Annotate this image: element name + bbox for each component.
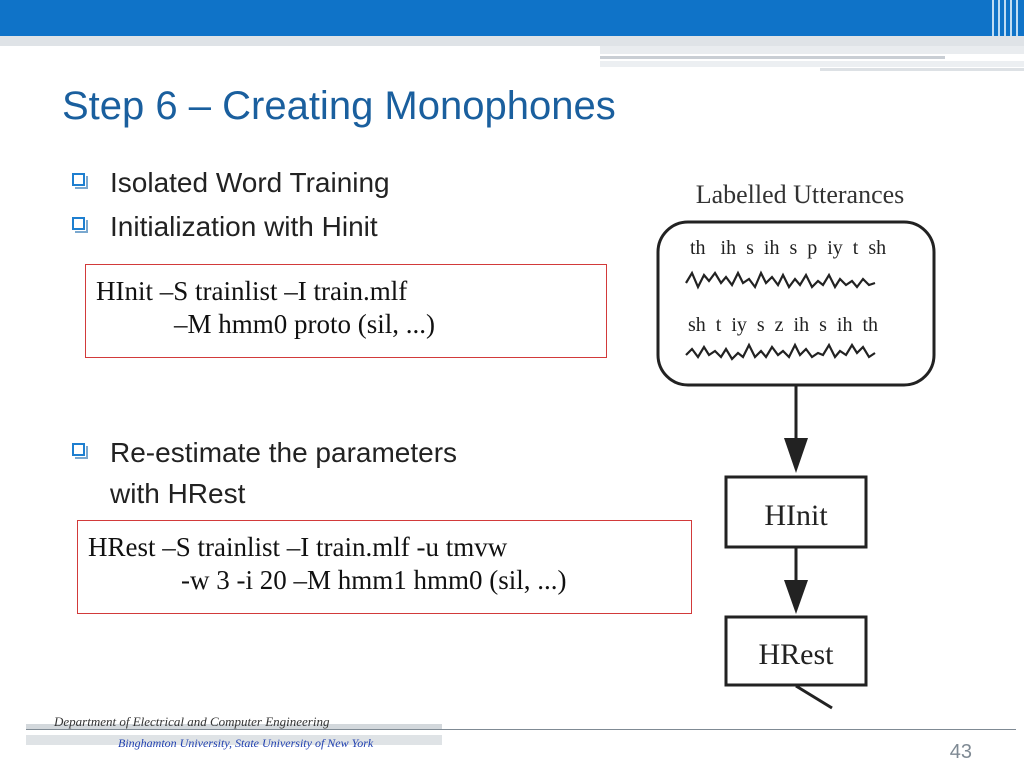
hrest-box-label: HRest	[758, 638, 834, 671]
hinit-box-label: HInit	[764, 499, 828, 532]
hrest-command-box	[77, 520, 692, 614]
command-line: HInit –S trainlist –I train.mlf	[96, 276, 408, 306]
utterance-label: sh t iy s z ih s ih th	[688, 314, 879, 336]
bullet-text: Isolated Word Training	[110, 167, 390, 198]
command-line: HRest –S trainlist –I train.mlf -u tmvw	[88, 532, 508, 562]
top-banner	[0, 0, 1024, 36]
page-number: 43	[949, 741, 972, 763]
footer-university: Binghamton University, State University of New York	[118, 736, 374, 750]
banner-stripes	[988, 0, 1024, 36]
command-line: -w 3 -i 20 –M hmm1 hmm0 (sil, ...)	[181, 565, 567, 595]
header-rule	[600, 56, 945, 59]
arrow-down-icon	[784, 438, 808, 473]
training-flow-diagram	[640, 170, 940, 710]
bullet-text: Initialization with Hinit	[110, 211, 378, 242]
checkbox-bullet-icon	[72, 217, 85, 230]
slide-title: Step 6 – Creating Monophones	[62, 84, 616, 128]
hinit-command-box	[85, 264, 607, 358]
bullet-item	[72, 162, 390, 203]
header-rule	[820, 68, 1024, 71]
footer-department: Department of Electrical and Computer Engineering	[54, 714, 330, 729]
bullet-text: Re-estimate the parameters with HRest	[110, 437, 458, 509]
diagram-title: Labelled Utterances	[695, 180, 905, 209]
header-rule	[0, 36, 1024, 46]
checkbox-bullet-icon	[72, 173, 85, 186]
header-rule	[600, 61, 1024, 67]
bullet-item	[72, 206, 378, 247]
bullet-item	[72, 432, 457, 514]
utterance-label: th ih s ih s p iy t sh	[690, 237, 887, 259]
header-rule	[600, 46, 1024, 54]
arrow-down-icon	[784, 580, 808, 614]
command-line: –M hmm0 proto (sil, ...)	[174, 309, 435, 339]
checkbox-bullet-icon	[72, 443, 85, 456]
